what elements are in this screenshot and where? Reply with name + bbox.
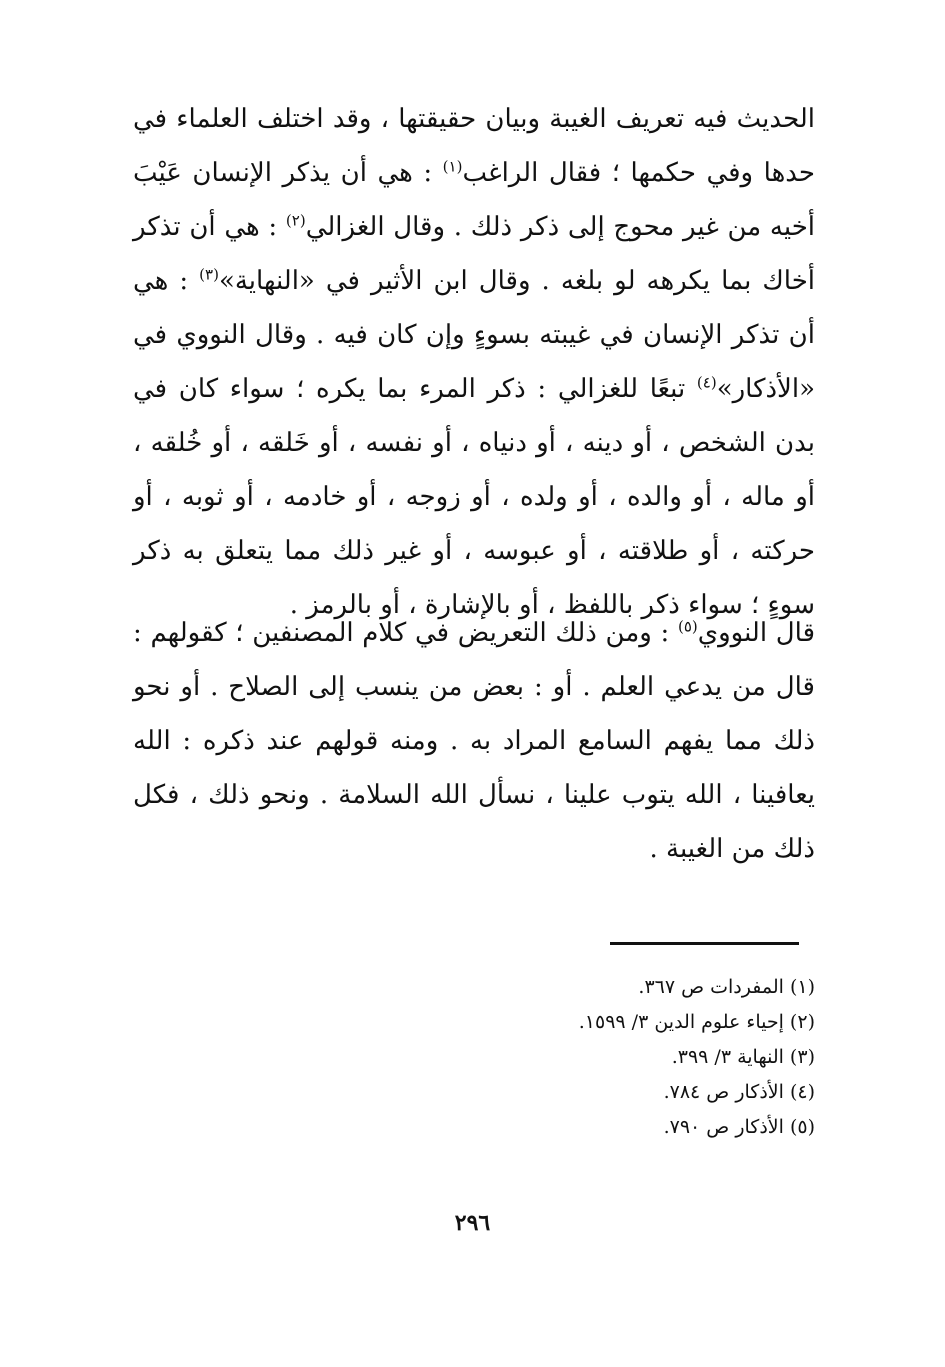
paragraph-1-text bbox=[133, 92, 815, 632]
footnote-4: (٤) الأذكار ص ٧٨٤. bbox=[663, 1081, 815, 1103]
p1-segment-d: : هي أن تذكر الإنسان في غيبته بسوءٍ وإن كان فيه . وقال النووي في «الأذكار» bbox=[133, 266, 815, 404]
footnote-2: (٢) إحياء علوم الدين ٣/ ١٥٩٩. bbox=[578, 1011, 815, 1033]
p2-segment-a: قال النووي bbox=[697, 618, 815, 648]
footnote-ref-5: (٥) bbox=[677, 617, 698, 636]
p1-segment-c: : هي أن تذكر أخاك بما يكرهه لو بلغه . وقال ابن الأثير في «النهاية» bbox=[133, 212, 815, 296]
page-number: ٢٩٦ bbox=[454, 1210, 491, 1236]
paragraph-2-text bbox=[133, 606, 815, 876]
p1-segment-e: تبعًا للغزالي : ذكر المرء بما يكره ؛ سواء كان في بدن الشخص ، أو دينه ، أو دنياه ، أو نفسه ، أو خَلقه ، أو خُلقه ، أو ماله ، أو والده ، أو ولده ، أو زوجه ، أو خادمه ، أو ثوبه ، أو حركته ، أو طلاقته ، أو عبوسه ، أو غير ذلك مما يتعلق به ذكر سوءٍ ؛ سواء ذكر باللفظ ، أو بالإشارة ، أو بالرمز . bbox=[133, 374, 815, 620]
footnote-ref-2: (٢) bbox=[285, 211, 306, 230]
p1-segment-a: الحديث فيه تعريف الغيبة وبيان حقيقتها ، وقد اختلف العلماء في حدها وفي حكمها ؛ فقال الراغب bbox=[133, 104, 816, 188]
footnote-3: (٣) النهاية ٣/ ٣٩٩. bbox=[671, 1046, 815, 1068]
footnote-separator bbox=[610, 942, 799, 945]
footnotes bbox=[440, 970, 815, 1145]
footnote-5: (٥) الأذكار ص ٧٩٠. bbox=[663, 1116, 815, 1138]
main-paragraph-2 bbox=[133, 606, 815, 876]
footnote-ref-1: (١) bbox=[442, 157, 463, 176]
p2-segment-b: : ومن ذلك التعريض في كلام المصنفين ؛ كقولهم : قال من يدعي العلم . أو : بعض من ينسب إلى الصلاح . أو نحو ذلك مما يفهم السامع المراد به . ومنه قولهم عند ذكره : الله يعافينا ، الله يتوب علينا ، نسأل الله السلامة . ونحو ذلك ، فكل ذلك من الغيبة . bbox=[133, 618, 815, 864]
footnote-ref-3: (٣) bbox=[199, 265, 219, 284]
main-paragraph-1 bbox=[133, 92, 815, 632]
p1-segment-b: : هي أن يذكر الإنسان عَيْبَ أخيه من غير محوج إلى ذكر ذلك . وقال الغزالي bbox=[133, 158, 816, 242]
footnote-1: (١) المفردات ص ٣٦٧. bbox=[638, 976, 815, 998]
footnote-ref-4: (٤) bbox=[696, 373, 717, 392]
